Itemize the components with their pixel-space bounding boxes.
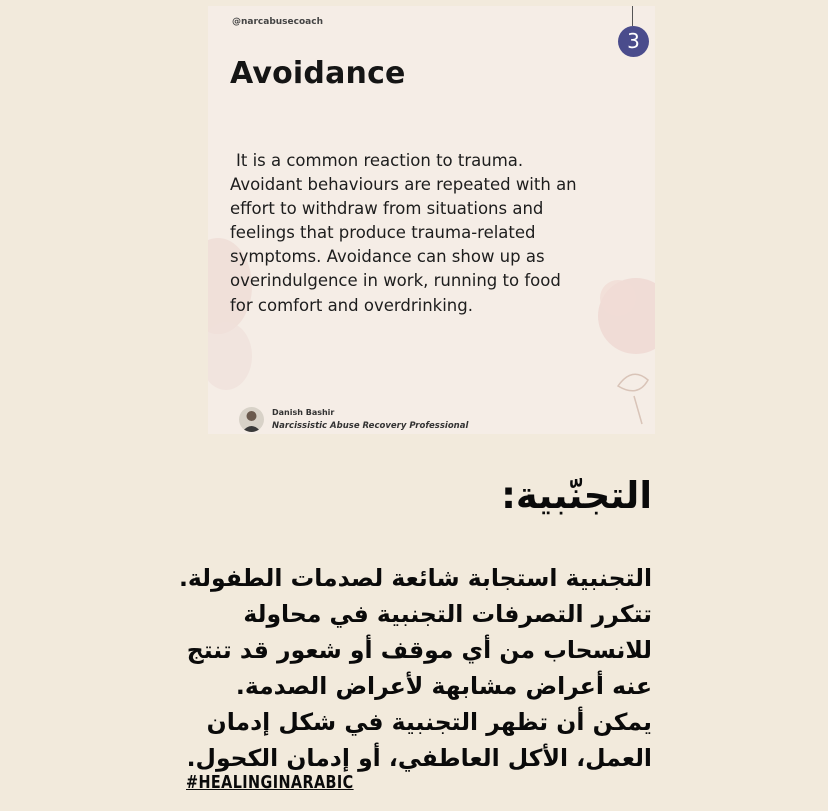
body-line: Avoidant behaviours are repeated with an: [230, 175, 577, 195]
body-line: effort to withdraw from situations and: [230, 199, 544, 219]
arabic-heading: التجنّبية:: [501, 474, 652, 517]
arabic-line: العمل، الأكل العاطفي، أو إدمان الكحول.: [186, 744, 652, 772]
quote-card: [208, 6, 655, 434]
hashtag-link[interactable]: #HEALINGINARABIC: [186, 772, 354, 793]
body-line: for comfort and overdrinking.: [230, 295, 473, 315]
author-role: Narcissistic Abuse Recovery Professional: [272, 421, 469, 431]
person-icon: [239, 407, 264, 432]
body-line: overindulgence in work, running to food: [230, 271, 561, 291]
body-line: It is a common reaction to trauma.: [236, 151, 524, 170]
body-line: feelings that produce trauma-related: [230, 223, 536, 243]
instagram-handle: @narcabusecoach: [232, 17, 323, 27]
arabic-line: للانسحاب من أي موقف أو شعور قد تنتج: [186, 636, 652, 664]
slide-number-badge: 3: [618, 26, 649, 57]
arabic-line: يمكن أن تظهر التجنبية في شكل إدمان: [206, 708, 652, 736]
body-line: symptoms. Avoidance can show up as: [230, 247, 545, 267]
author-avatar: [239, 407, 264, 432]
card-body-text: [230, 149, 640, 318]
arabic-line: التجنبية استجابة شائعة لصدمات الطفولة.: [179, 564, 652, 592]
badge-hanger-line: [632, 6, 633, 26]
card-title: Avoidance: [230, 56, 406, 91]
arabic-line: تتكرر التصرفات التجنبية في محاولة: [243, 600, 652, 628]
arabic-body-text: [172, 560, 652, 776]
author-name: Danish Bashir: [272, 408, 335, 417]
arabic-line: عنه أعراض مشابهة لأعراض الصدمة.: [235, 672, 652, 700]
